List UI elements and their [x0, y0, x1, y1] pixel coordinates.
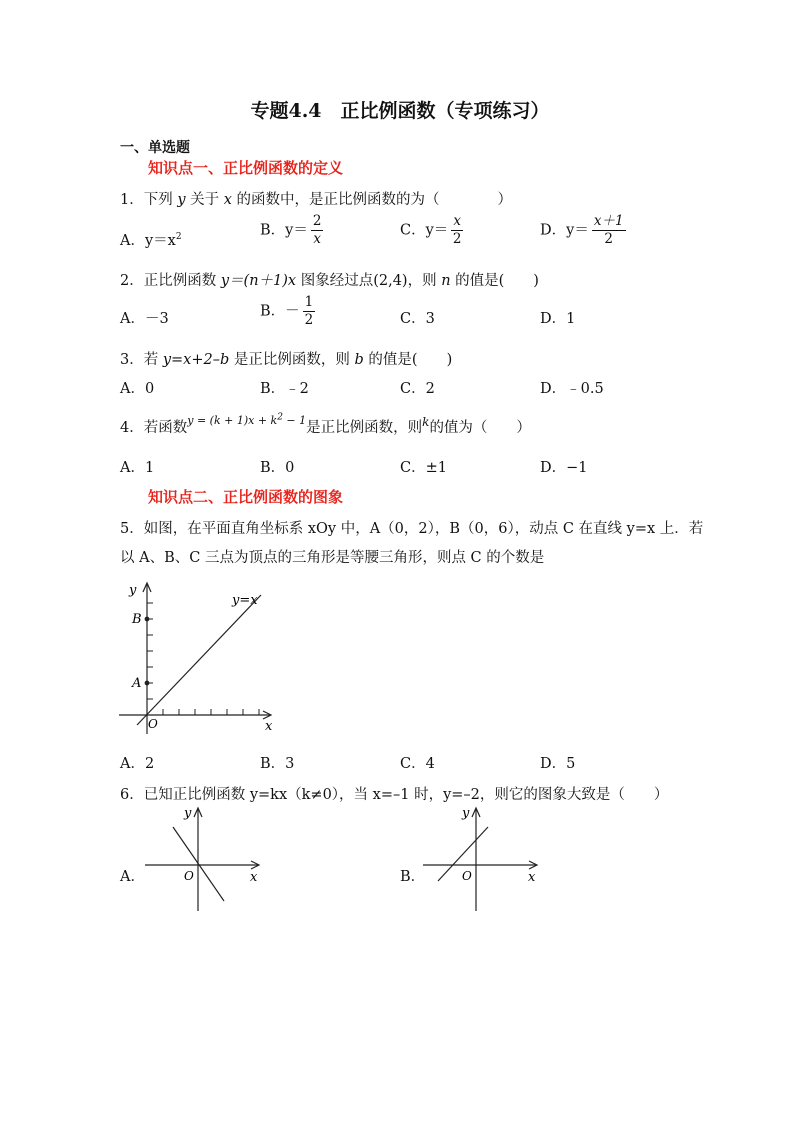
q5-option-d[interactable]: [540, 752, 575, 773]
denominator: 2: [304, 312, 314, 328]
option-label: D．: [540, 381, 567, 397]
option-label: B．: [260, 303, 286, 320]
page-title: 专题4.4 正比例函数（专项练习）: [250, 100, 550, 122]
option-text: 2: [144, 756, 155, 772]
question-text: 若函数: [143, 420, 188, 436]
origin-label: O: [184, 869, 194, 883]
q5-option-a[interactable]: [120, 752, 154, 773]
q2-option-b[interactable]: [260, 294, 315, 329]
question-text: 的值是( ): [363, 352, 453, 368]
option-text: 5: [566, 756, 576, 772]
question-text: 正比例函数: [143, 273, 221, 289]
point-b-label: B: [132, 612, 142, 627]
q1-option-d[interactable]: [540, 213, 626, 248]
option-label: A．: [120, 381, 145, 397]
x-axis-label: x: [528, 870, 536, 885]
option-text: －: [285, 303, 300, 320]
question-text: 若: [143, 352, 163, 368]
numerator: 1: [304, 294, 314, 310]
section-heading: 一、单选题: [120, 140, 190, 156]
question-text: 是正比例函数，则: [306, 420, 423, 436]
q4-option-c[interactable]: [400, 456, 447, 477]
knowledge-point-2: 知识点二、正比例函数的图象: [148, 488, 344, 506]
fraction: [303, 294, 316, 329]
q5-option-c[interactable]: [400, 752, 435, 773]
option-label: C．: [400, 222, 426, 239]
fraction: [311, 213, 324, 248]
fraction: [451, 213, 463, 248]
point-a: [145, 681, 150, 686]
option-text: 2: [425, 381, 435, 397]
option-text: −1: [566, 460, 588, 476]
y-axis-label: y: [462, 806, 470, 821]
option-text: y＝x: [144, 233, 176, 249]
option-label: A．: [120, 233, 145, 249]
question-number: 1．: [120, 192, 144, 208]
option-label: C．: [400, 381, 426, 397]
q2-option-c[interactable]: [400, 307, 435, 328]
q6-option-b-figure[interactable]: [418, 805, 548, 915]
q3-option-b[interactable]: [260, 377, 309, 398]
option-label: B．: [260, 222, 286, 239]
q3-option-c[interactable]: [400, 377, 435, 398]
question-text: 已知正比例函数 y=kx（k≠0），当 x=–1 时，y=–2，则它的图象大致是（ ）: [143, 787, 669, 803]
superscript: 2: [175, 232, 182, 243]
question-text: 的函数中，是正比例函数的为（ ）: [231, 192, 513, 208]
option-label: D．: [540, 311, 567, 327]
option-text: y＝: [425, 222, 449, 239]
option-label: B．: [260, 460, 286, 476]
line-label: y=x: [232, 593, 258, 608]
option-text: ﹣2: [285, 381, 309, 397]
question-number: 4．: [120, 420, 144, 436]
q2-option-d[interactable]: [540, 307, 575, 328]
math-var: y: [177, 192, 186, 208]
equation: y=x+2–b: [162, 352, 230, 368]
option-text: 3: [425, 311, 435, 327]
question-number: 6．: [120, 787, 144, 803]
equation-part: y = (k + 1)x + k: [187, 414, 278, 427]
q4-option-b[interactable]: [260, 456, 294, 477]
option-label: A．: [120, 756, 145, 772]
q4-option-a[interactable]: [120, 456, 154, 477]
question-text: 是正比例函数，则: [229, 352, 355, 368]
q4-option-d[interactable]: [540, 456, 588, 477]
option-label: B．: [260, 756, 286, 772]
option-label: C．: [400, 311, 426, 327]
question-5-line-2: 以 A、B、C 三点为顶点的三角形是等腰三角形，则点 C 的个数是: [120, 550, 545, 566]
question-6: [120, 783, 668, 804]
denominator: 2: [604, 231, 613, 247]
option-label: B．: [260, 381, 286, 397]
option-text: y＝: [566, 222, 589, 239]
x-axis-label: x: [250, 870, 258, 885]
q1-option-a[interactable]: [120, 229, 182, 250]
question-text: 关于: [185, 192, 224, 208]
numerator: 2: [312, 213, 322, 229]
question-number: 2．: [120, 273, 144, 289]
origin-label: O: [148, 717, 158, 731]
question-text: 图象经过点(2,4)，则: [296, 273, 442, 289]
q5-option-b[interactable]: [260, 752, 294, 773]
question-number: 5．: [120, 521, 144, 537]
question-2: [120, 269, 539, 290]
equation-part: − 1: [282, 414, 307, 427]
knowledge-point-1: 知识点一、正比例函数的定义: [148, 159, 344, 177]
point-a-label: A: [132, 676, 142, 691]
point-b: [145, 617, 150, 622]
origin-label: O: [462, 869, 472, 883]
y-axis-label: y: [184, 806, 192, 821]
math-var: k: [422, 415, 430, 429]
option-text: 4: [425, 756, 435, 772]
question-text: 的值是( ): [450, 273, 539, 289]
option-label: D．: [540, 460, 567, 476]
superscript: 2: [277, 412, 283, 423]
denominator: x: [313, 231, 321, 247]
q6-option-a-figure[interactable]: [140, 805, 270, 915]
math-var: n: [441, 273, 451, 289]
equation: [187, 414, 306, 427]
q1-option-b[interactable]: [260, 213, 323, 248]
option-text: ±1: [425, 460, 447, 476]
question-1: [120, 188, 512, 209]
option-label: A．: [120, 460, 145, 476]
equation: y＝(n＋1)x: [220, 273, 297, 289]
line-y-equals-x: [137, 595, 261, 725]
numerator: x: [453, 213, 461, 229]
option-label: A．: [120, 311, 145, 327]
option-text: 1: [144, 460, 155, 476]
option-text: 3: [285, 756, 295, 772]
option-text: y＝: [285, 222, 308, 239]
option-text: 0: [285, 460, 295, 476]
numerator: x＋1: [593, 213, 624, 229]
q5-coordinate-figure: [115, 576, 280, 736]
option-label: D．: [540, 222, 567, 239]
option-text: ﹣0.5: [566, 381, 604, 397]
q1-option-c[interactable]: [400, 213, 463, 248]
q3-option-a[interactable]: [120, 377, 154, 398]
question-text: 的值为（ ）: [429, 420, 531, 436]
option-label: D．: [540, 756, 567, 772]
q3-option-d[interactable]: [540, 377, 604, 398]
question-text: 下列: [143, 192, 178, 208]
question-3: [120, 348, 452, 369]
option-text: 1: [566, 311, 576, 327]
option-text: 0: [144, 381, 155, 397]
question-4: [120, 412, 531, 437]
question-number: 3．: [120, 352, 144, 368]
q6-option-b-label[interactable]: B．: [400, 869, 426, 885]
denominator: 2: [452, 231, 462, 247]
option-label: C．: [400, 460, 426, 476]
x-axis-ticks: [163, 709, 259, 715]
x-axis-label: x: [265, 719, 273, 734]
y-axis-label: y: [129, 583, 137, 598]
q6-option-a-label[interactable]: A．: [120, 869, 145, 885]
option-text: －3: [144, 311, 169, 327]
question-text: 如图，在平面直角坐标系 xOy 中，A（0，2），B（0，6），动点 C 在直线 y=x 上．若: [143, 521, 704, 537]
math-var: x: [223, 192, 232, 208]
math-var: b: [354, 352, 364, 368]
option-label: C．: [400, 756, 426, 772]
fraction: [592, 213, 626, 248]
question-5: [120, 517, 703, 538]
q2-option-a[interactable]: [120, 307, 169, 328]
